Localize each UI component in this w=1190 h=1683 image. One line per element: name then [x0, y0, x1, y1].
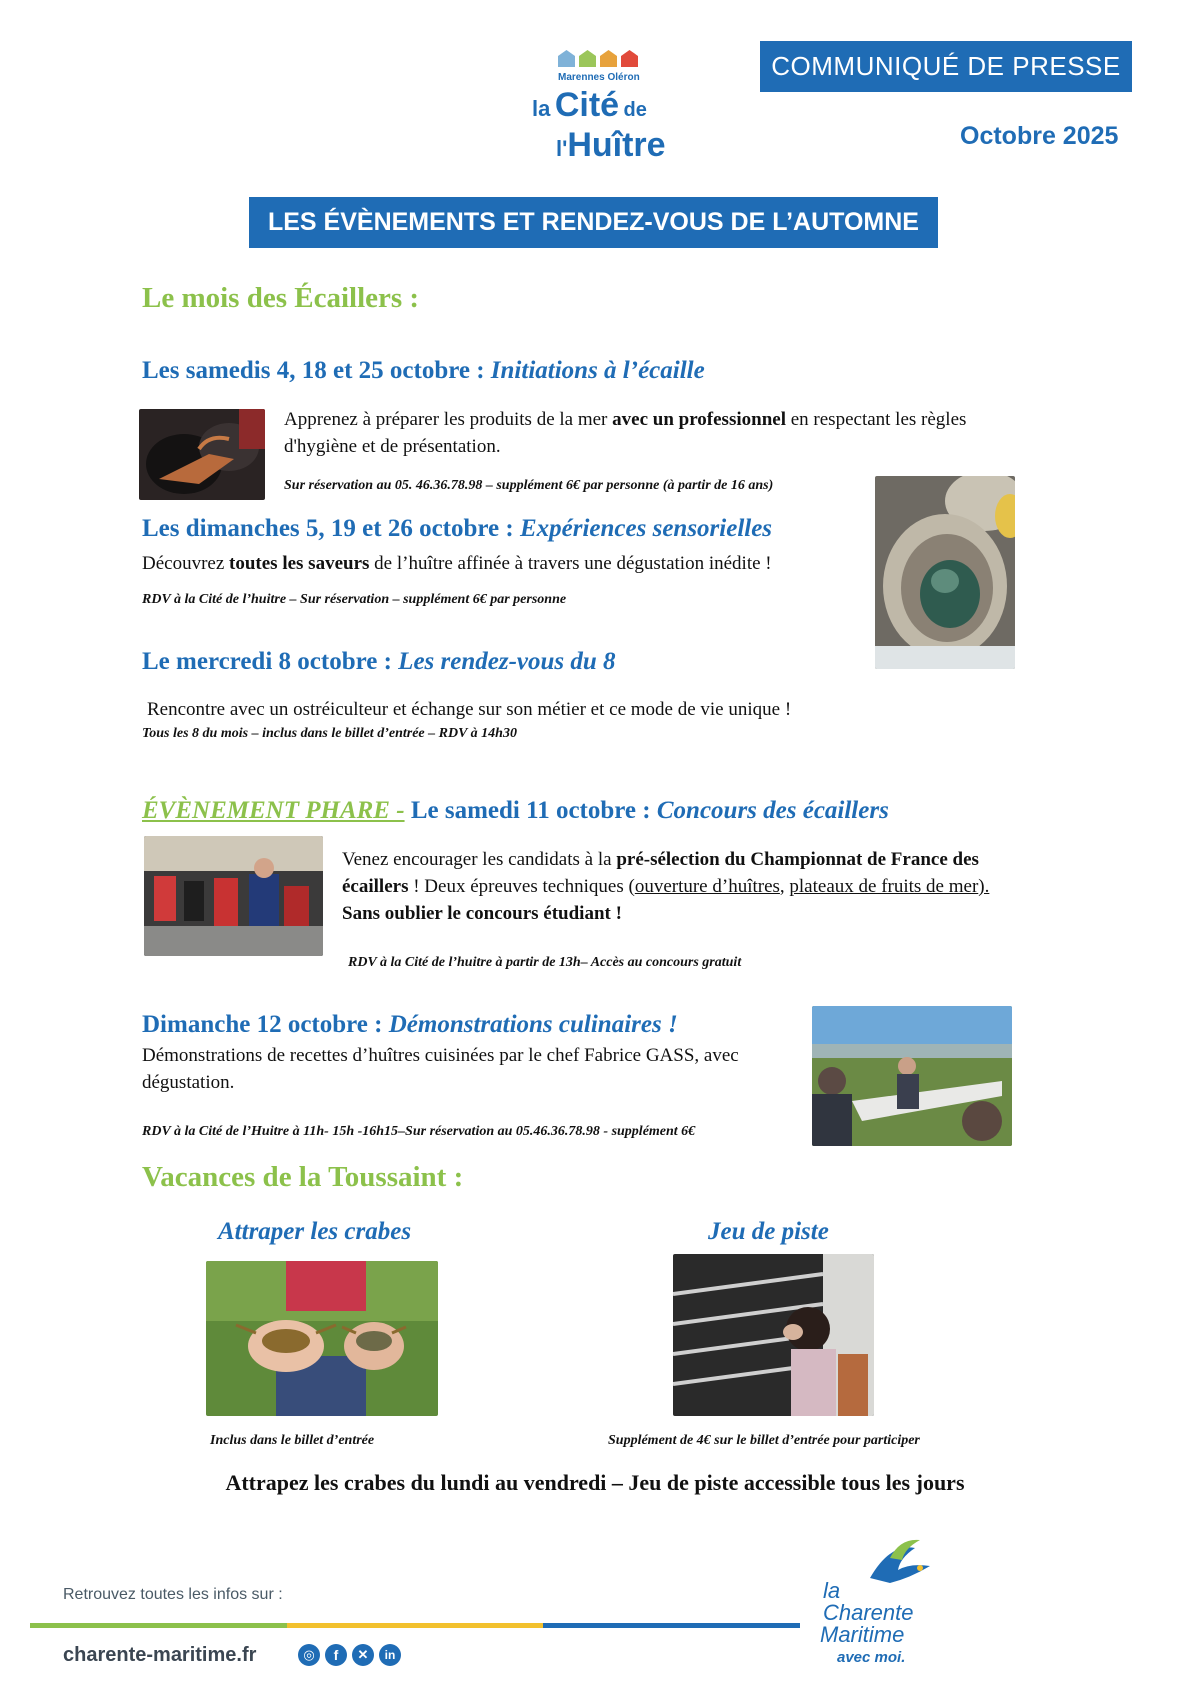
photo-ecaille-initiation-image [139, 409, 265, 500]
footer-divider-yellow [287, 1623, 544, 1628]
event-heading [142, 797, 889, 825]
event-heading [142, 1011, 678, 1039]
logo-house-red [621, 50, 638, 67]
photo-concours [144, 836, 323, 956]
photo-ecaille-initiation [139, 409, 265, 500]
linkedin-icon[interactable]: in [379, 1644, 401, 1666]
event-note: RDV à la Cité de l’Huitre à 11h- 15h -16h15–Sur réservation au 05.46.36.78.98 - supplément 6€ [142, 1124, 696, 1139]
photo-oyster [875, 476, 1015, 669]
footer-info: Retrouvez toutes les infos sur : [63, 1586, 283, 1603]
photo-crabes-image [206, 1261, 438, 1416]
event-text-bold: avec un professionnel [612, 409, 786, 430]
photo-jeu-de-piste-image [673, 1254, 874, 1416]
release-date: Octobre 2025 [960, 122, 1119, 150]
logo-house-orange [600, 50, 617, 67]
footer-divider [30, 1623, 800, 1628]
event-note: Tous les 8 du mois – inclus dans le billet d’entrée – RDV à 14h30 [142, 726, 517, 741]
event-text: , [779, 876, 790, 897]
logo-houses [558, 50, 638, 67]
event-text-underlined: plateaux de fruits de mer [789, 876, 979, 897]
event-description: Rencontre avec un ostréiculteur et échange sur son métier et ce mode de vie unique ! [147, 699, 792, 720]
event-text: Découvrez [142, 553, 230, 574]
photo-concours-image [144, 836, 323, 956]
event-name: Expériences sensorielles [519, 515, 773, 542]
event-text: ! Deux épreuves techniques ( [408, 876, 635, 897]
footer-site-link[interactable]: charente-maritime.fr [63, 1644, 257, 1666]
logo-de: de [623, 99, 647, 121]
event-name: Démonstrations culinaires ! [388, 1011, 678, 1038]
logo-subtitle: Marennes Oléron [558, 72, 640, 83]
logo-line2 [556, 126, 666, 165]
brand-line1: Charente [823, 1600, 914, 1625]
event-description [284, 406, 1014, 460]
logo-house-green [579, 50, 596, 67]
event-text: Apprenez à préparer les produits de la mer [284, 409, 613, 430]
page-banner: LES ÉVÈNEMENTS ET RENDEZ-VOUS DE L’AUTOMNE [249, 197, 938, 248]
event-text: de l’huître affinée à travers une dégustation inédite ! [369, 553, 772, 574]
logo-la: la [532, 96, 551, 121]
event-text: Venez encourager les candidats à la [342, 849, 617, 870]
event-note: RDV à la Cité de l’huitre à partir de 13h– Accès au concours gratuit [348, 955, 742, 970]
instagram-icon[interactable]: ◎ [298, 1644, 320, 1666]
social-icons [298, 1644, 401, 1666]
event-name: Concours des écaillers [656, 797, 889, 824]
event-heading [142, 357, 705, 385]
facebook-icon[interactable]: f [325, 1644, 347, 1666]
activity-title-crabes [218, 1218, 411, 1246]
event-text-bold: pré-sélection du Championnat de France des écaillers [342, 849, 979, 897]
activity-title-text: Attraper les crabes [218, 1218, 412, 1245]
brand-line2: Maritime [820, 1622, 905, 1647]
event-description [342, 846, 1032, 927]
event-note: RDV à la Cité de l’huitre – Sur réservation – supplément 6€ par personne [142, 592, 567, 607]
event-date: Le samedi 11 octobre : [404, 797, 657, 824]
event-heading [142, 648, 616, 676]
event-date: Dimanche 12 octobre : [142, 1011, 389, 1038]
event-text-underlined: ouverture d’huîtres [634, 876, 780, 897]
photo-demonstrations [812, 1006, 1012, 1146]
event-date: Les samedis 4, 18 et 25 octobre : [142, 357, 491, 384]
logo-line1 [532, 86, 647, 125]
brand-la: la [823, 1578, 841, 1603]
toussaint-summary: Attrapez les crabes du lundi au vendredi – Jeu de piste accessible tous les jours [225, 1470, 965, 1495]
x-icon[interactable]: ✕ [352, 1644, 374, 1666]
logo-cite: Cité [554, 86, 620, 124]
section-title-toussaint: Vacances de la Toussaint : [142, 1161, 464, 1193]
event-text-bold: Sans oublier le concours étudiant ! [342, 903, 622, 924]
event-description [142, 550, 772, 577]
logo-l: l' [556, 136, 568, 161]
activity-note: Inclus dans le billet d’entrée [210, 1433, 375, 1448]
logo-house-blue [558, 50, 575, 67]
activity-note: Supplément de 4€ sur le billet d’entrée pour participer [608, 1433, 920, 1448]
event-name: Initiations à l’écaille [490, 357, 705, 384]
press-release-label: COMMUNIQUÉ DE PRESSE [760, 41, 1132, 92]
footer-divider-blue [543, 1623, 800, 1628]
event-tag: ÉVÈNEMENT PHARE - [142, 797, 405, 824]
section-title-ecaillers: Le mois des Écaillers : [142, 282, 420, 314]
event-date: Les dimanches 5, 19 et 26 octobre : [142, 515, 520, 542]
event-name: Les rendez-vous du 8 [398, 648, 616, 675]
activity-title-text: Jeu de piste [708, 1218, 829, 1245]
brand-slogan: avec moi. [837, 1649, 906, 1666]
logo [530, 50, 700, 165]
photo-jeu-de-piste [673, 1254, 874, 1416]
event-heading [142, 515, 772, 543]
event-text-underlined: ). [978, 876, 990, 897]
event-date: Le mercredi 8 octobre : [142, 648, 399, 675]
photo-crabes [206, 1261, 438, 1416]
photo-demonstrations-image [812, 1006, 1012, 1146]
activity-title-piste [708, 1218, 829, 1246]
logo-huitre: Huître [567, 126, 666, 164]
charente-maritime-logo [815, 1538, 965, 1678]
event-note: Sur réservation au 05. 46.36.78.98 – supplément 6€ par personne (à partir de 16 ans) [284, 478, 774, 493]
event-description: Démonstrations de recettes d’huîtres cuisinées par le chef Fabrice GASS, avec dégustation. [142, 1045, 739, 1093]
photo-oyster-image [875, 476, 1015, 669]
event-text-bold: toutes les saveurs [229, 553, 370, 574]
event-text: en respectant les règles d'hygiène et de présentation. [284, 409, 967, 457]
footer-divider-green [30, 1623, 287, 1628]
bird-icon [860, 1538, 940, 1598]
